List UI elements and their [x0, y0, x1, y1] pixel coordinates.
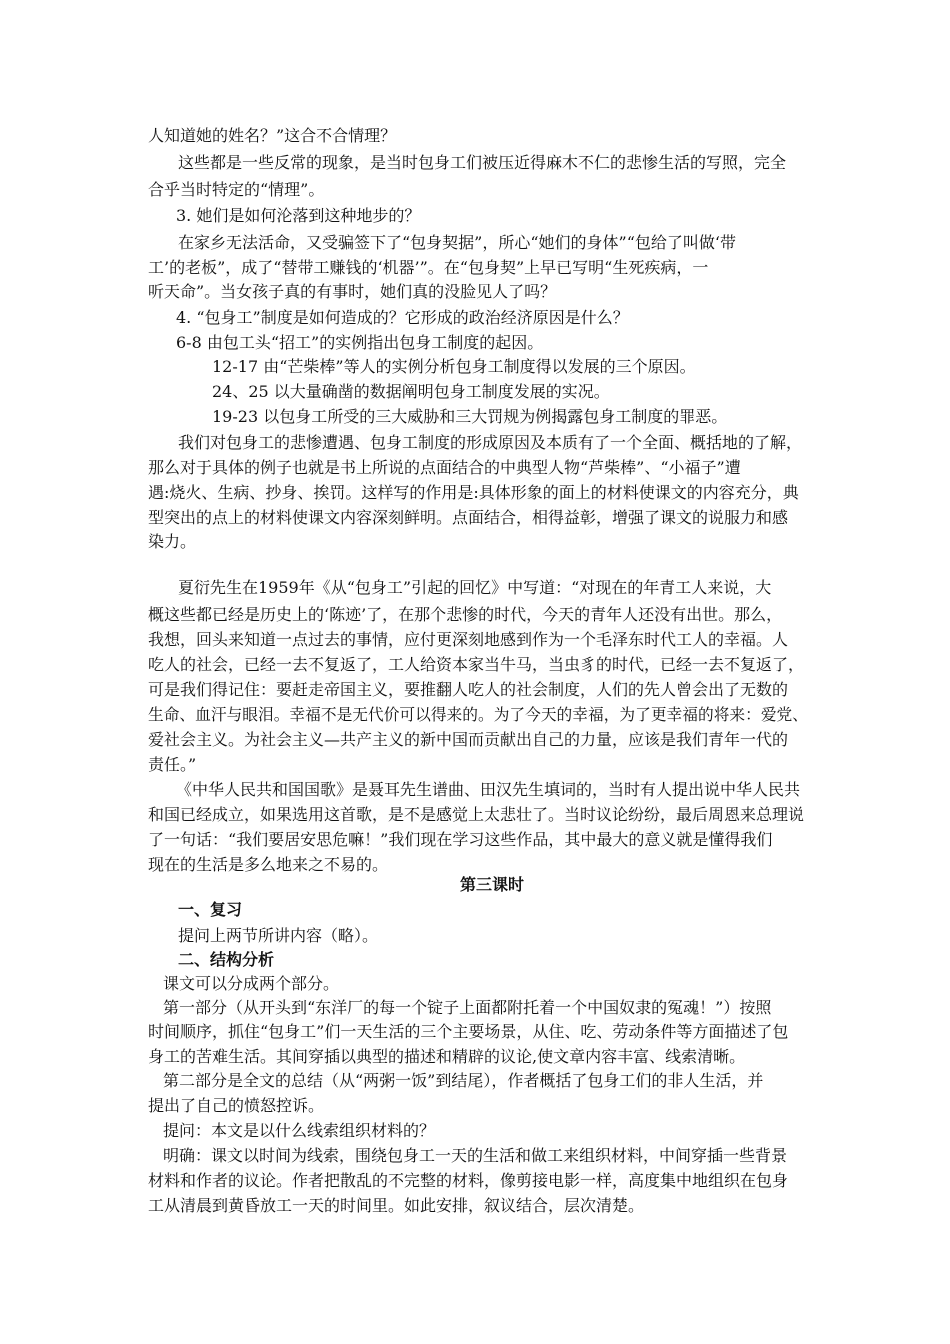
text-line: 材料和作者的议论。作者把散乱的不完整的材料，像剪接电影一样，高度集中地组织在包身 [148, 1171, 789, 1190]
text-line: 第一部分（从开头到“东洋厂的每一个锭子上面都附托着一个中国奴隶的冤魂！”）按照 [163, 998, 772, 1017]
text-line: 听天命”。当女孩子真的有事时，她们真的没脸见人了吗？ [148, 282, 557, 301]
text-line: 提问：本文是以什么线索组织材料的？ [163, 1121, 436, 1140]
text-line: 3. 她们是如何沦落到这种地步的？ [176, 206, 421, 225]
section-title: 第三课时 [460, 875, 525, 894]
text-line: 4. “包身工”制度是如何造成的？它形成的政治经济原因是什么？ [176, 308, 629, 327]
text-line: 染力。 [148, 532, 197, 551]
text-line: 和国已经成立，如果选用这首歌，是不是感觉上太悲壮了。当时议论纷纷，最后周恩来总理说 [148, 805, 805, 824]
text-line: 遇:烧火、生病、抄身、挨罚。这样写的作用是:具体形象的面上的材料使课文的内容充分，典 [148, 483, 799, 502]
text-line: 吃人的社会，已经一去不复返了，工人给资本家当牛马，当虫豸的时代，已经一去不复返了， [148, 655, 805, 674]
text-line: 身工的苦难生活。其间穿插以典型的描述和精辟的议论,使文章内容丰富、线索清晰。 [148, 1047, 746, 1066]
text-line: 明确：课文以时间为线索，围绕包身工一天的生活和做工来组织材料，中间穿插一些背景 [163, 1146, 788, 1165]
text-line: 责任。” [148, 755, 197, 774]
text-line: 工’的老板”，成了“替带工赚钱的‘机器’”。在“包身契”上早已写明“生死疾病，一 [148, 258, 709, 277]
text-line: 那么对于具体的例子也就是书上所说的点面结合的中典型人物“芦柴棒”、“小福子”遭 [148, 458, 741, 477]
text-line: 合乎当时特定的“情理”。 [148, 180, 325, 199]
text-line: 时间顺序，抓住“包身工”们一天生活的三个主要场景，从住、吃、劳动条件等方面描述了包 [148, 1022, 789, 1041]
text-line: 了一句话：“我们要居安思危嘛！”我们现在学习这些作品，其中最大的意义就是懂得我们 [148, 830, 773, 849]
text-line: 我想，回头来知道一点过去的事情，应付更深刻地感到作为一个毛泽东时代工人的幸福。人 [148, 630, 789, 649]
text-line: 6-8 由包工头“招工”的实例指出包身工制度的起因。 [176, 333, 544, 352]
text-line: 工从清晨到黄昏放工一天的时间里。如此安排，叙议结合，层次清楚。 [148, 1196, 645, 1215]
text-line: 爱社会主义。为社会主义—共产主义的新中国而贡献出自己的力量，应该是我们青年一代的 [148, 730, 789, 749]
text-line: 我们对包身工的悲惨遭遇、包身工制度的形成原因及本质有了一个全面、概括地的了解， [178, 433, 803, 452]
heading-review: 一、复习 [178, 900, 243, 919]
text-line: 型突出的点上的材料使课文内容深刻鲜明。点面结合，相得益彰，增强了课文的说服力和感 [148, 508, 789, 527]
text-line: 24、25 以大量确凿的数据阐明包身工制度发展的实况。 [212, 382, 610, 401]
text-line: 夏衍先生在1959年《从“包身工”引起的回忆》中写道：“对现在的年青工人来说，大 [178, 578, 772, 597]
text-line: 提问上两节所讲内容（略）。 [178, 926, 379, 945]
text-line: 提出了自己的愤怒控诉。 [148, 1096, 325, 1115]
text-line: 概这些都已经是历史上的‘陈迹’了，在那个悲惨的时代，今天的青年人还没有出世。那么， [148, 605, 783, 624]
heading-structure-analysis: 二、结构分析 [178, 950, 275, 969]
text-line: 第二部分是全文的总结（从“两粥一饭”到结尾），作者概括了包身工们的非人生活，并 [163, 1071, 764, 1090]
text-line: 12-17 由“芒柴棒”等人的实例分析包身工制度得以发展的三个原因。 [212, 357, 696, 376]
text-line: 19-23 以包身工所受的三大威胁和三大罚规为例揭露包身工制度的罪恶。 [212, 407, 728, 426]
text-line: 这些都是一些反常的现象，是当时包身工们被压近得麻木不仁的悲惨生活的写照，完全 [178, 153, 787, 172]
text-line: 《中华人民共和国国歌》是聂耳先生谱曲、田汉先生填词的，当时有人提出说中华人民共 [176, 780, 801, 799]
text-line: 人知道她的姓名？”这合不合情理？ [148, 126, 397, 145]
text-line: 课文可以分成两个部分。 [163, 974, 340, 993]
text-line: 在家乡无法活命，又受骗签下了“包身契据”，所心“她们的身体”“包给了叫做‘带 [178, 233, 736, 252]
text-line: 现在的生活是多么地来之不易的。 [148, 855, 389, 874]
text-line: 生命、血汗与眼泪。幸福不是无代价可以得来的。为了今天的幸福，为了更幸福的将来：爱党、 [148, 705, 808, 724]
text-line: 可是我们得记住：要赶走帝国主义，要推翻人吃人的社会制度，人们的先人曾会出了无数的 [148, 680, 789, 699]
